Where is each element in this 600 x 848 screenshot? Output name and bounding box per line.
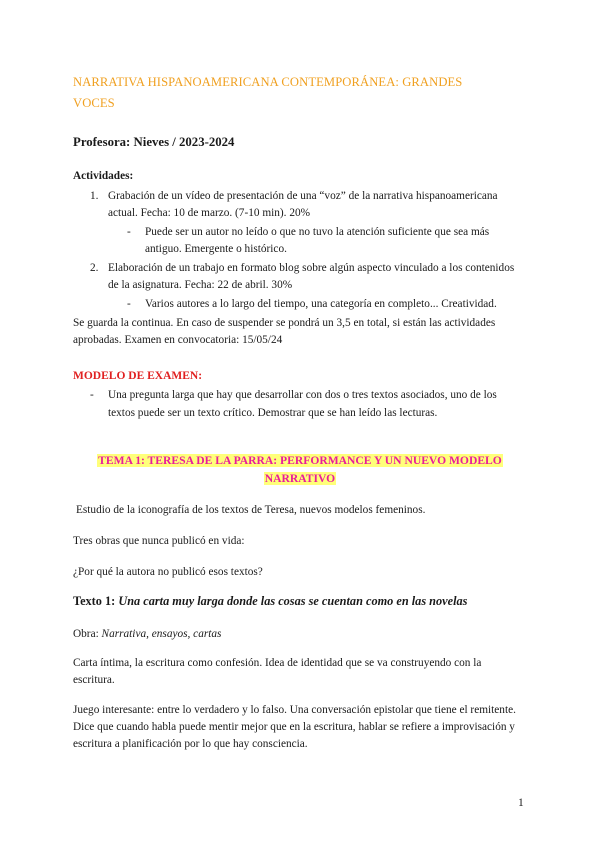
- paragraph-iconografia: Estudio de la iconografía de los textos de Teresa, nuevos modelos femeninos.: [76, 504, 426, 516]
- texto-1-heading: [73, 594, 467, 609]
- paragraph-juego-line-3: escritura a planificación por lo que hay consciencia.: [73, 738, 308, 750]
- obra-value: Narrativa, ensayos, cartas: [101, 628, 222, 640]
- activity-1-number: 1.: [90, 190, 99, 202]
- paragraph-carta-line-1: Carta íntima, la escritura como confesión. Idea de identidad que se va construyendo con la: [73, 657, 482, 669]
- paragraph-carta-line-2: escritura.: [73, 674, 115, 686]
- paragraph-por-que: ¿Por qué la autora no publicó esos textos?: [73, 566, 263, 578]
- tema-1-heading: [73, 452, 527, 488]
- activity-1-line-2: actual. Fecha: 10 de marzo. (7-10 min). 20%: [108, 207, 311, 219]
- activity-2-line-1: Elaboración de un trabajo en formato blog sobre algún aspecto vinculado a los contenidos: [108, 262, 515, 274]
- obra-line: [73, 626, 221, 643]
- exam-model-line-1: Una pregunta larga que hay que desarrollar con dos o tres textos asociados, uno de los: [108, 389, 497, 401]
- paragraph-juego-line-1: Juego interesante: entre lo verdadero y lo falso. Una conversación epistolar que tiene el remitente.: [73, 704, 516, 716]
- exam-model-line-2: textos puede ser un texto crítico. Demostrar que se han leído las lecturas.: [108, 407, 438, 419]
- activity-1-sub-line-2: antiguo. Emergente o histórico.: [145, 243, 287, 255]
- tema-1-line-2: NARRATIVO: [264, 472, 336, 485]
- exam-model-bullet: -: [90, 389, 94, 401]
- activity-2-sub-bullet: -: [127, 298, 131, 310]
- obra-label: Obra:: [73, 628, 102, 640]
- paragraph-juego-line-2: Dice que cuando habla puede mentir mejor que en la escritura, hablar se refiere a improvisación y: [73, 721, 515, 733]
- activity-2-number: 2.: [90, 262, 99, 274]
- activity-1-sub-bullet: -: [127, 226, 131, 238]
- tema-1-line-1: TEMA 1: TERESA DE LA PARRA: PERFORMANCE Y UN NUEVO MODELO: [98, 454, 502, 467]
- title-line-1: NARRATIVA HISPANOAMERICANA CONTEMPORÁNEA: GRANDES: [73, 75, 463, 89]
- professor-line: Profesora: Nieves / 2023-2024: [73, 135, 235, 149]
- paragraph-tres-obras: Tres obras que nunca publicó en vida:: [73, 535, 245, 547]
- activity-1-sub-line-1: Puede ser un autor no leído o que no tuvo la atención suficiente que sea más: [145, 226, 490, 238]
- activities-heading: Actividades:: [73, 170, 134, 182]
- document-title: [73, 72, 533, 114]
- title-line-2: VOCES: [73, 96, 115, 110]
- activities-note-line-2: aprobadas. Examen en convocatoria: 15/05/24: [73, 334, 283, 346]
- page-number: 1: [518, 797, 524, 809]
- texto-1-title: Una carta muy larga donde las cosas se cuentan como en las novelas: [118, 594, 468, 608]
- activity-2-sub-line-1: Varios autores a lo largo del tiempo, una categoría en completo... Creatividad.: [145, 298, 497, 310]
- activities-note-line-1: Se guarda la continua. En caso de suspender se pondrá un 3,5 en total, si están las actividades: [73, 317, 496, 329]
- exam-model-heading: MODELO DE EXAMEN:: [73, 370, 203, 382]
- texto-1-label: Texto 1:: [73, 594, 119, 608]
- activity-1-line-1: Grabación de un vídeo de presentación de una “voz” de la narrativa hispanoamericana: [108, 190, 498, 202]
- activity-2-line-2: de la asignatura. Fecha: 22 de abril. 30%: [108, 279, 293, 291]
